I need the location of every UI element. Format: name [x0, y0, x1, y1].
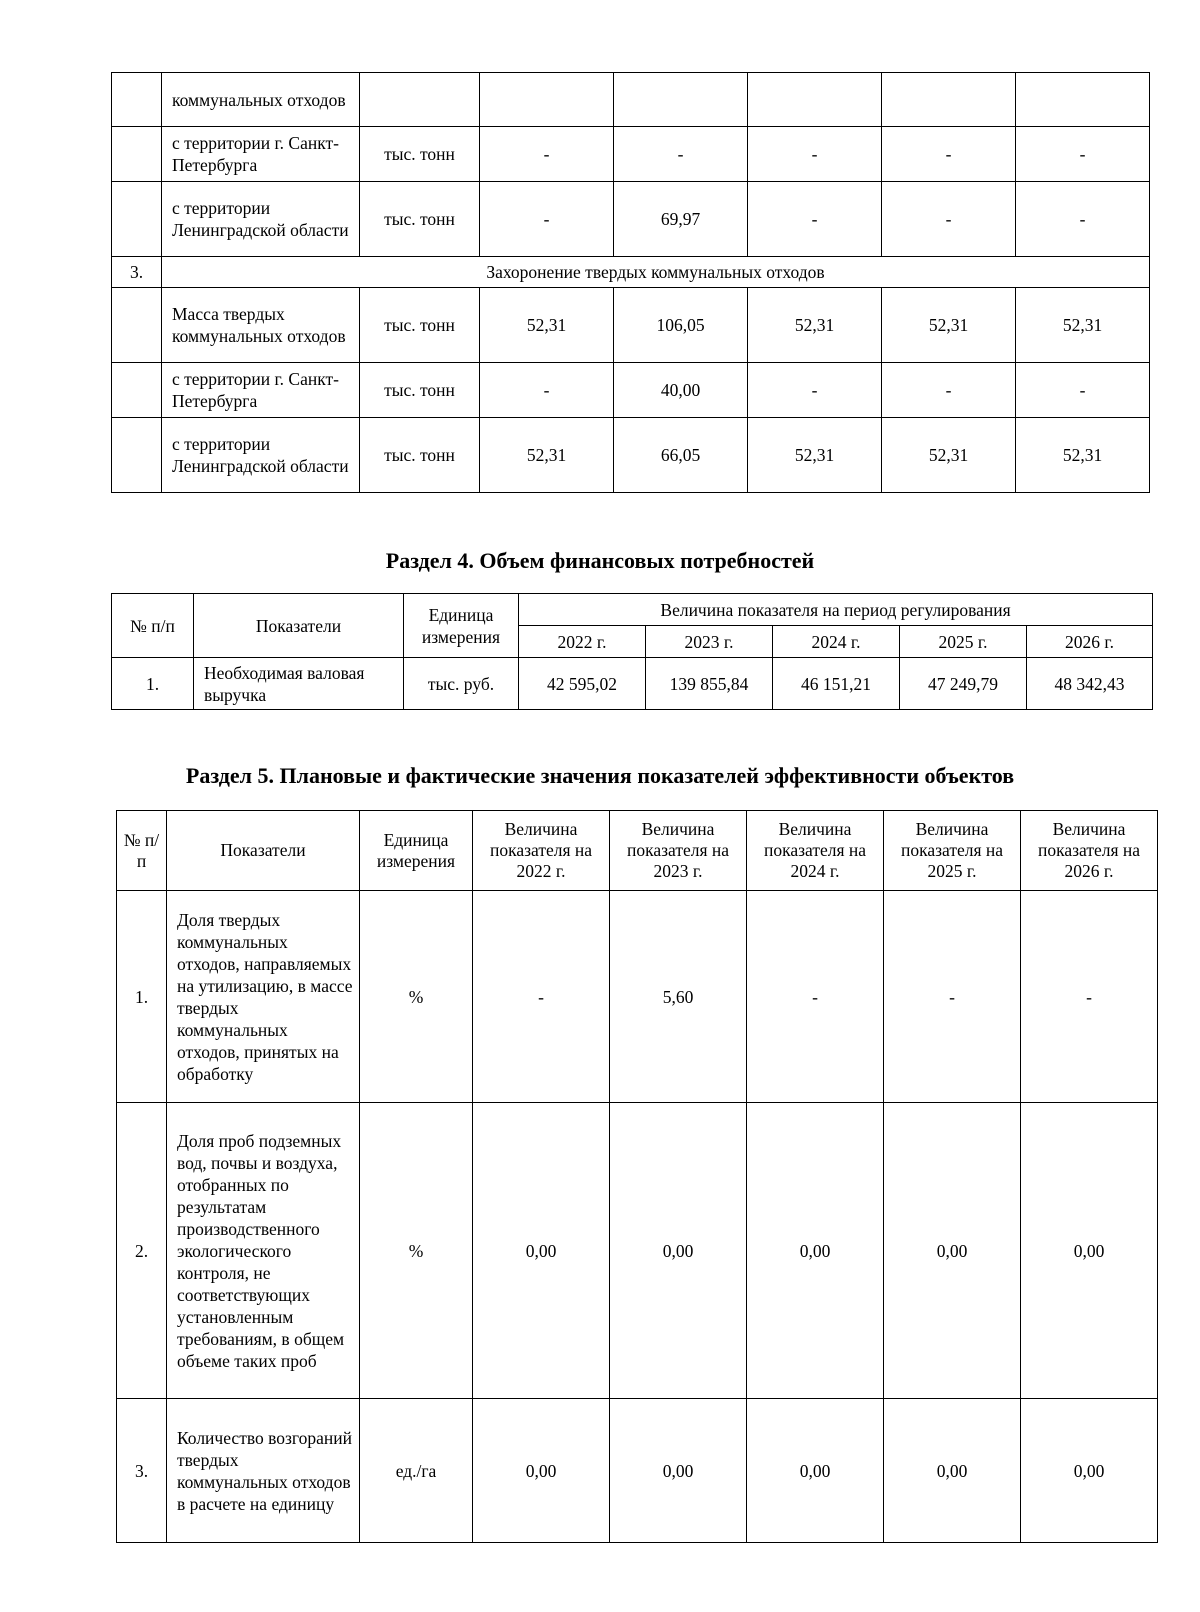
value-cell: - [882, 363, 1016, 418]
unit-cell: тыс. тонн [360, 418, 480, 493]
value-cell: - [748, 127, 882, 182]
value-cell: 52,31 [882, 288, 1016, 363]
value-cell: 0,00 [473, 1399, 610, 1543]
table-row [112, 127, 1150, 182]
value-cell: 0,00 [1021, 1399, 1158, 1543]
row-number [112, 127, 162, 182]
unit-cell: тыс. тонн [360, 127, 480, 182]
indicator-name: Масса твердых коммунальных отходов [162, 288, 360, 363]
section5-title: Раздел 5. Плановые и фактические значения показателей эффективности объектов [185, 763, 1015, 788]
unit-cell: % [360, 891, 473, 1103]
header-year: 2023 г. [646, 626, 773, 658]
value-cell: - [480, 363, 614, 418]
value-cell: 106,05 [614, 288, 748, 363]
value-cell [614, 73, 748, 127]
value-cell: 52,31 [748, 288, 882, 363]
value-cell: - [473, 891, 610, 1103]
value-cell [480, 73, 614, 127]
header-year: Величина показателя на 2022 г. [473, 811, 610, 891]
value-cell: 0,00 [747, 1399, 884, 1543]
value-cell: - [884, 891, 1021, 1103]
row-number [112, 418, 162, 493]
value-cell: - [1016, 363, 1150, 418]
value-cell: 66,05 [614, 418, 748, 493]
value-cell: 42 595,02 [519, 658, 646, 710]
value-cell: 48 342,43 [1027, 658, 1153, 710]
section3-table [111, 72, 1150, 493]
indicator-name: с территории г. Санкт-Петербурга [162, 363, 360, 418]
value-cell: 52,31 [748, 418, 882, 493]
indicator-name: Доля твердых коммунальных отходов, направляемых на утилизацию, в массе твердых коммунальных отходов, принятых на обработку [167, 891, 360, 1103]
indicator-name: Необходимая валовая выручка [194, 658, 404, 710]
row-number: 1. [117, 891, 167, 1103]
indicator-name: с территории Ленинградской области [162, 182, 360, 257]
indicator-name: с территории Ленинградской области [162, 418, 360, 493]
value-cell: 52,31 [480, 418, 614, 493]
header-year: 2022 г. [519, 626, 646, 658]
unit-cell: тыс. руб. [404, 658, 519, 710]
value-cell: - [1016, 182, 1150, 257]
unit-cell: ед./га [360, 1399, 473, 1543]
table-row [112, 288, 1150, 363]
section4-title: Раздел 4. Объем финансовых потребностей [385, 548, 815, 573]
value-cell: 52,31 [1016, 418, 1150, 493]
header-year: Величина показателя на 2025 г. [884, 811, 1021, 891]
value-cell: 139 855,84 [646, 658, 773, 710]
value-cell: 52,31 [882, 418, 1016, 493]
value-cell: 40,00 [614, 363, 748, 418]
value-cell: 0,00 [1021, 1103, 1158, 1399]
header-name: Показатели [167, 811, 360, 891]
header-row [112, 594, 1153, 626]
indicator-name: коммунальных отходов [162, 73, 360, 127]
value-cell [748, 73, 882, 127]
value-cell: 46 151,21 [773, 658, 900, 710]
header-year: Величина показателя на 2024 г. [747, 811, 884, 891]
unit-cell: тыс. тонн [360, 363, 480, 418]
table-row [112, 363, 1150, 418]
value-cell: - [480, 182, 614, 257]
value-cell: - [748, 363, 882, 418]
value-cell: 0,00 [610, 1103, 747, 1399]
row-number [112, 182, 162, 257]
section5-table [116, 810, 1158, 1543]
value-cell: 0,00 [610, 1399, 747, 1543]
value-cell: 47 249,79 [900, 658, 1027, 710]
table-row [112, 73, 1150, 127]
header-year: 2025 г. [900, 626, 1027, 658]
indicator-name: Количество возгораний твердых коммунальных отходов в расчете на единицу [167, 1399, 360, 1543]
value-cell: - [748, 182, 882, 257]
header-year: Величина показателя на 2023 г. [610, 811, 747, 891]
value-cell: 0,00 [884, 1103, 1021, 1399]
row-number: 1. [112, 658, 194, 710]
value-cell: 0,00 [473, 1103, 610, 1399]
unit-cell: тыс. тонн [360, 182, 480, 257]
value-cell: - [480, 127, 614, 182]
table-row [117, 1103, 1158, 1399]
unit-cell [360, 73, 480, 127]
indicator-name: с территории г. Санкт-Петербурга [162, 127, 360, 182]
value-cell: - [882, 182, 1016, 257]
row-number: 2. [117, 1103, 167, 1399]
header-year: Величина показателя на 2026 г. [1021, 811, 1158, 891]
header-row [117, 811, 1158, 891]
row-number [112, 288, 162, 363]
header-unit: Единица измерения [360, 811, 473, 891]
table-row [112, 182, 1150, 257]
header-year: 2024 г. [773, 626, 900, 658]
table-row [112, 418, 1150, 493]
indicator-name: Доля проб подземных вод, почвы и воздуха, отобранных по результатам производственного экологического контроля, не соответствующих установленным требованиям, в общем объеме таких проб [167, 1103, 360, 1399]
header-period: Величина показателя на период регулирования [519, 594, 1153, 626]
value-cell: 52,31 [1016, 288, 1150, 363]
value-cell: - [614, 127, 748, 182]
value-cell [882, 73, 1016, 127]
table-row [117, 1399, 1158, 1543]
section4-table [111, 593, 1153, 710]
header-num: № п/п [112, 594, 194, 658]
value-cell: - [1021, 891, 1158, 1103]
value-cell: 52,31 [480, 288, 614, 363]
group-row [112, 257, 1150, 288]
unit-cell: тыс. тонн [360, 288, 480, 363]
row-number: 3. [117, 1399, 167, 1543]
value-cell: 5,60 [610, 891, 747, 1103]
row-number: 3. [112, 257, 162, 288]
table-row [117, 891, 1158, 1103]
value-cell: 0,00 [884, 1399, 1021, 1543]
unit-cell: % [360, 1103, 473, 1399]
value-cell: - [882, 127, 1016, 182]
value-cell: 0,00 [747, 1103, 884, 1399]
value-cell: - [1016, 127, 1150, 182]
header-year: 2026 г. [1027, 626, 1153, 658]
row-number [112, 363, 162, 418]
table-row [112, 658, 1153, 710]
row-number [112, 73, 162, 127]
header-unit: Единица измерения [404, 594, 519, 658]
header-num: № п/п [117, 811, 167, 891]
value-cell [1016, 73, 1150, 127]
value-cell: 69,97 [614, 182, 748, 257]
value-cell: - [747, 891, 884, 1103]
header-name: Показатели [194, 594, 404, 658]
group-title: Захоронение твердых коммунальных отходов [162, 257, 1150, 288]
